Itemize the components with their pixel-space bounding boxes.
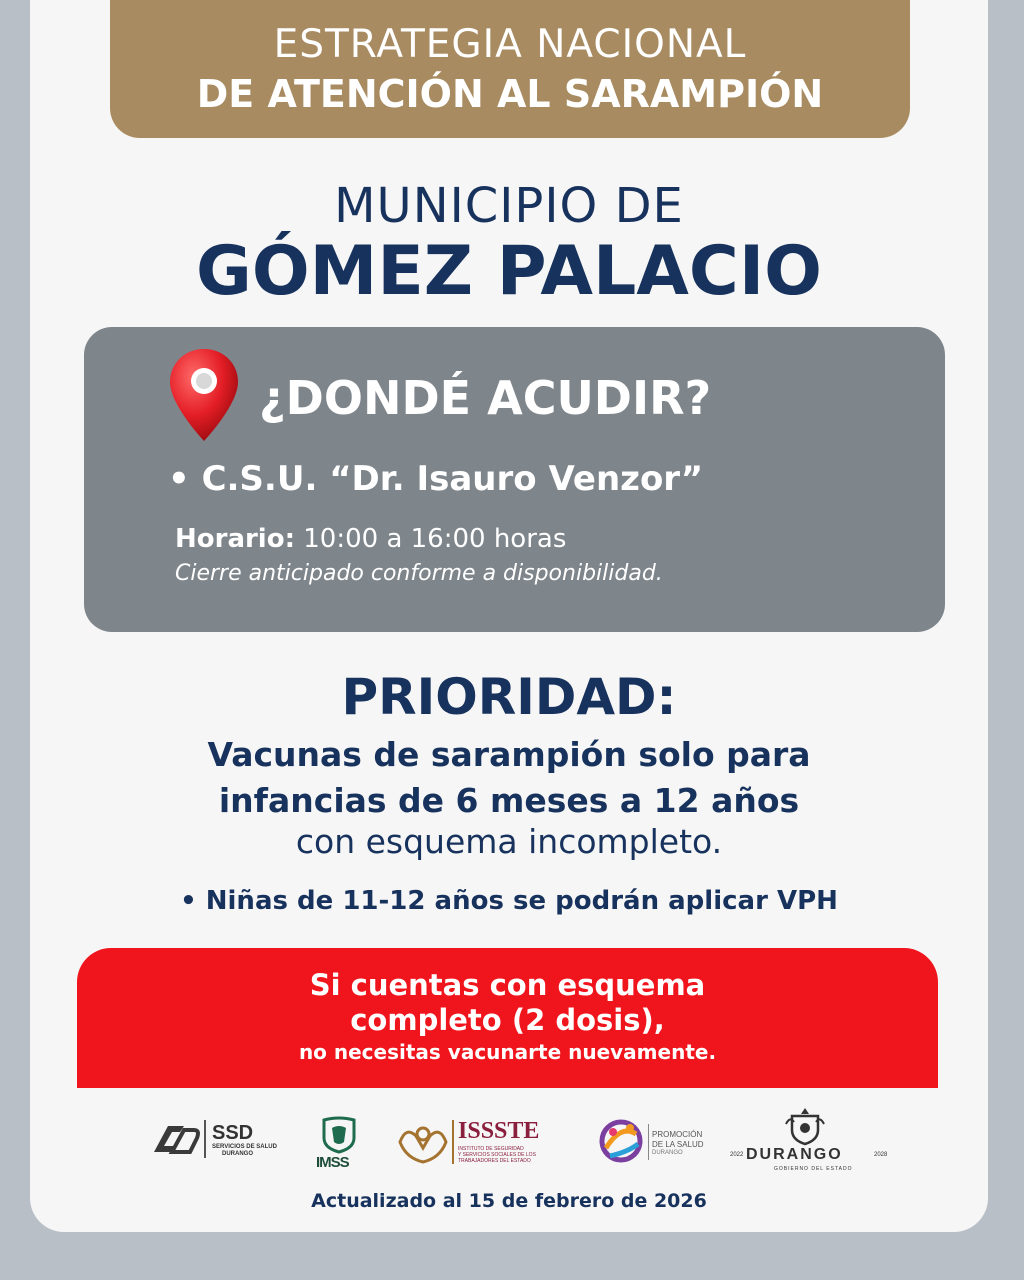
- issste-divider: [452, 1120, 454, 1164]
- health-center-name: • C.S.U. “Dr. Isauro Venzor”: [168, 459, 704, 499]
- notice-line-3: no necesitas vacunarte nuevamente.: [298, 1040, 717, 1064]
- durango-shield-icon: [784, 1106, 826, 1146]
- poster-card: [30, 0, 988, 1232]
- promocion-divider: [648, 1124, 649, 1160]
- where-title: ¿DONDÉ ACUDIR?: [259, 371, 712, 425]
- ssd-sub-2: DURANGO: [222, 1151, 253, 1157]
- hours-value: 10:00 a 16:00 horas: [303, 524, 567, 554]
- durango-logo: [730, 1100, 890, 1180]
- issste-name: ISSSTE: [458, 1118, 540, 1144]
- opening-hours: [175, 524, 566, 554]
- complete-scheme-notice: [77, 948, 938, 1088]
- promocion-people-icon: [598, 1118, 644, 1164]
- imss-eagle-icon: [320, 1116, 358, 1154]
- ssd-mark-icon: [150, 1122, 200, 1156]
- ssd-divider: [204, 1120, 206, 1158]
- where-to-go-box: [84, 327, 945, 632]
- hours-label: Horario:: [175, 524, 295, 554]
- ssd-sub-1: SERVICIOS DE SALUD: [212, 1144, 277, 1150]
- issste-sub-1: INSTITUTO DE SEGURIDAD: [458, 1146, 524, 1152]
- location-pin-icon: [167, 347, 241, 443]
- issste-logo: [396, 1100, 566, 1180]
- logos-strip: [30, 1100, 988, 1180]
- updated-date: Actualizado al 15 de febrero de 2026: [311, 1190, 707, 1212]
- notice-line-2: completo (2 dosis),: [350, 1003, 665, 1037]
- issste-hands-icon: [396, 1118, 450, 1164]
- promocion-line-3: DURANGO: [652, 1150, 683, 1156]
- durango-year-right: 2028: [874, 1152, 888, 1158]
- notice-line-1: Si cuentas con esquema: [309, 968, 706, 1002]
- imss-logo: [316, 1100, 366, 1180]
- durango-year-left: 2022: [730, 1152, 744, 1158]
- banner-line-2: DE ATENCIÓN AL SARAMPIÓN: [196, 72, 824, 116]
- banner-line-1: ESTRATEGIA NACIONAL: [273, 22, 747, 67]
- early-close-note: Cierre anticipado conforme a disponibilidad.: [175, 561, 663, 586]
- imss-name: IMSS: [316, 1154, 349, 1171]
- priority-title: PRIORIDAD:: [341, 668, 677, 726]
- durango-name: DURANGO: [746, 1146, 843, 1163]
- priority-line-2: infancias de 6 meses a 12 años: [218, 781, 800, 820]
- vph-note: • Niñas de 11-12 años se podrán aplicar VPH: [180, 886, 838, 916]
- promocion-salud-logo: [598, 1100, 718, 1180]
- promocion-line-2: DE LA SALUD: [652, 1140, 704, 1149]
- top-banner: [110, 0, 910, 138]
- durango-sub: GOBIERNO DEL ESTADO: [774, 1166, 853, 1172]
- priority-line-1: Vacunas de sarampión solo para: [207, 735, 811, 774]
- municipality-name: GÓMEZ PALACIO: [196, 232, 822, 311]
- priority-line-3: con esquema incompleto.: [295, 822, 723, 861]
- ssd-name: SSD: [212, 1122, 254, 1144]
- issste-sub-2: Y SERVICIOS SOCIALES DE LOS: [458, 1152, 536, 1158]
- issste-sub-3: TRABAJADORES DEL ESTADO: [458, 1158, 531, 1164]
- promocion-line-1: PROMOCIÓN: [652, 1130, 703, 1139]
- municipality-prefix: MUNICIPIO DE: [334, 178, 684, 234]
- ssd-logo: [150, 1100, 280, 1180]
